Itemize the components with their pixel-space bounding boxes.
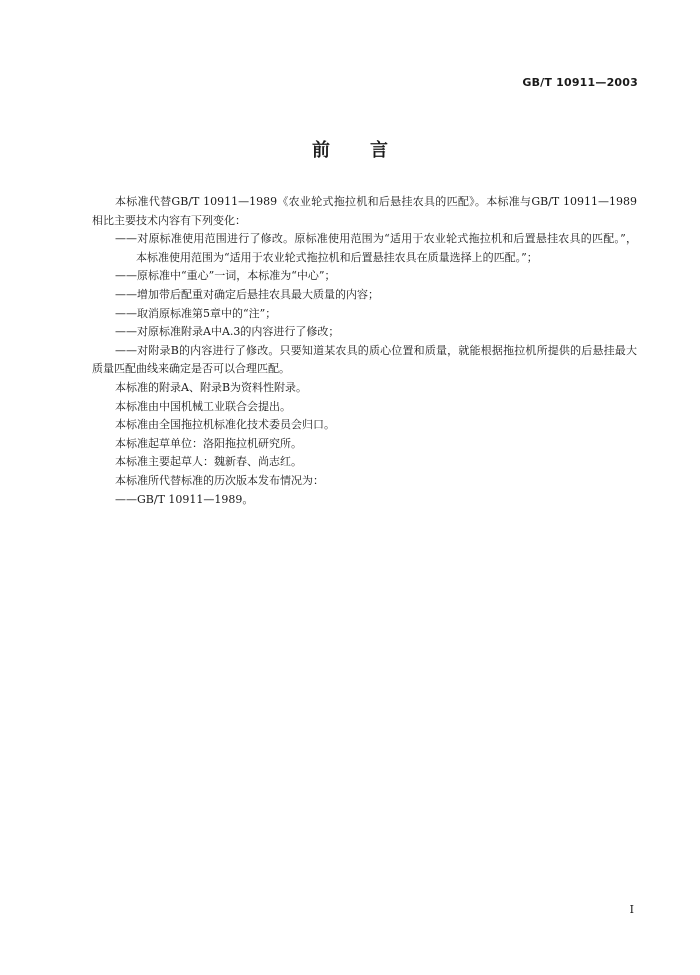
history-statement: 本标准所代替标准的历次版本发布情况为： — [115, 473, 324, 487]
page-number: I — [629, 903, 634, 916]
change-item-annex-a: ——对原标准附录A中A.3的内容进行了修改； — [115, 325, 340, 339]
committee-statement: 本标准由全国拖拉机标准化技术委员会归口。 — [115, 418, 335, 432]
document-body — [92, 193, 637, 509]
change-item-counterweight: ——增加带后配重对确定后悬挂农具最大质量的内容； — [115, 287, 379, 301]
change-item-annex-b: ——对附录B的内容进行了修改。只要知道某农具的质心位置和质量，就能根据拖拉机所提供的后悬挂最大质量匹配曲线来确定是否可以合理匹配。 — [92, 343, 637, 376]
proposer-statement: 本标准由中国机械工业联合会提出。 — [115, 399, 291, 413]
drafters-statement: 本标准主要起草人：魏新春、尚志红。 — [115, 455, 302, 469]
page-title: 前言 — [312, 140, 428, 161]
intro-paragraph: 本标准代替GB/T 10911—1989《农业轮式拖拉机和后悬挂农具的匹配》。本标准与GB/T 10911—1989相比主要技术内容有下列变化： — [92, 195, 637, 227]
change-item-scope: ——对原标准使用范围进行了修改。原标准使用范围为“适用于农业轮式拖拉机和后置悬挂农具的匹配。”，本标准使用范围为“适用于农业轮式拖拉机和后置悬挂农具在质量选择上的匹配。”； — [115, 232, 637, 264]
annex-statement: 本标准的附录A、附录B为资料性附录。 — [115, 380, 308, 394]
change-item-center: ——原标准中“重心”一词，本标准为“中心”； — [115, 269, 336, 283]
standard-code: GB/T 10911—2003 — [522, 76, 638, 89]
drafting-unit-statement: 本标准起草单位：洛阳拖拉机研究所。 — [115, 436, 302, 450]
change-item-note: ——取消原标准第5章中的“注”； — [115, 306, 277, 320]
history-item: ——GB/T 10911—1989。 — [115, 492, 254, 506]
